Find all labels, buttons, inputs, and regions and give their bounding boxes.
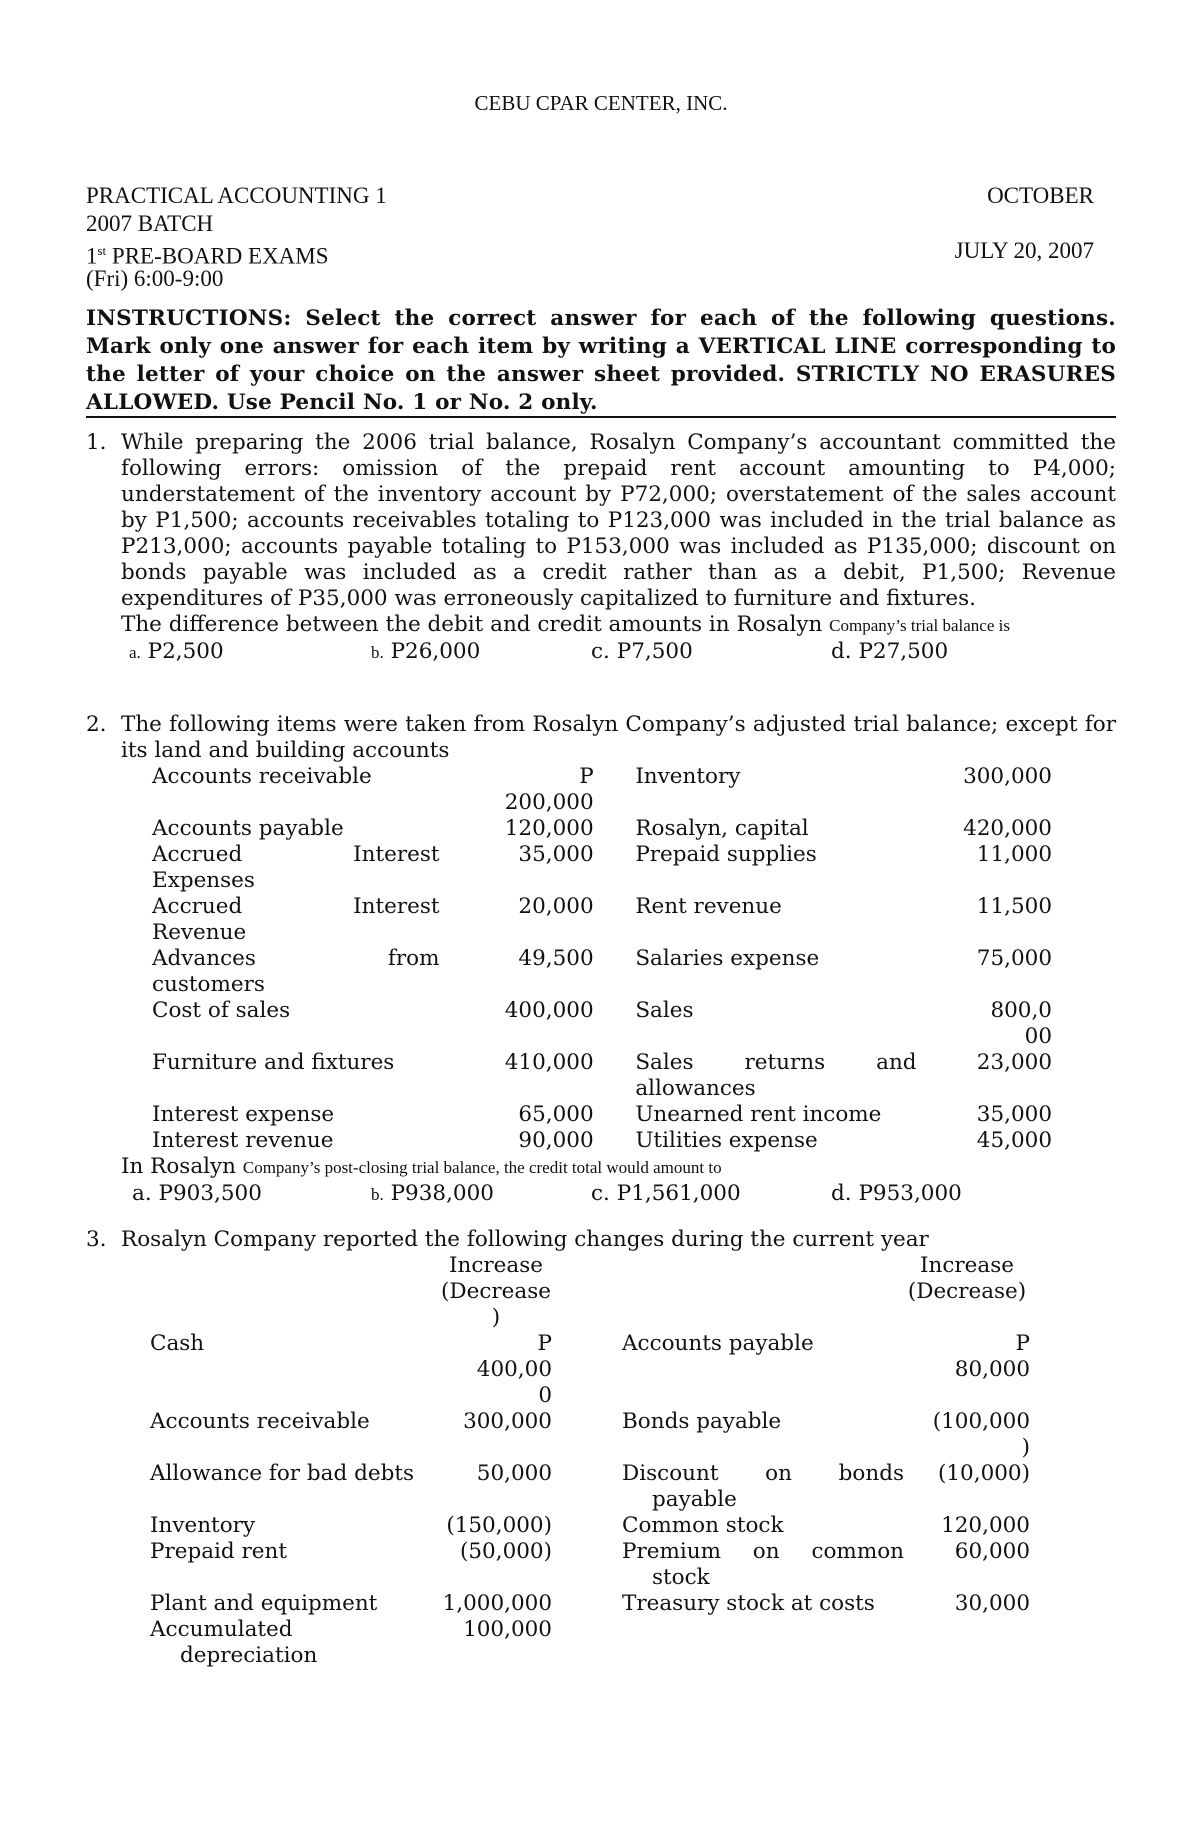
choice-c: c. P1,561,000 <box>591 1181 741 1206</box>
table-row <box>150 1539 1030 1591</box>
spacer <box>594 842 636 894</box>
left-account-label: Accrued Interest Expenses <box>152 842 440 893</box>
left-amount: 49,500 <box>518 946 594 971</box>
left-amount: 35,000 <box>518 842 594 867</box>
increase-decrease-header-right: Increase (Decrease) <box>907 1253 1027 1304</box>
right-account-label: Utilities expense <box>635 1128 818 1153</box>
spacer <box>594 998 636 1050</box>
question-text: Rosalyn Company reported the following changes during the current year <box>121 1227 929 1252</box>
choice-c: c. P7,500 <box>591 639 693 664</box>
spacer <box>552 1513 622 1539</box>
right-account-label: Discount on bonds payable <box>622 1461 904 1512</box>
header-line-4 <box>86 266 1116 292</box>
right-account-label: Accounts payable <box>622 1331 814 1356</box>
exam-ordinal-suffix: st <box>97 243 107 258</box>
changes-table <box>150 1253 1030 1669</box>
prompt-part-a: In Rosalyn <box>121 1154 237 1179</box>
left-account-label: Advances from customers <box>152 946 440 997</box>
choice-a: a. P2,500 <box>129 639 224 664</box>
choice-d: d. P953,000 <box>831 1181 962 1206</box>
left-account-label: Cash <box>150 1331 205 1356</box>
prompt-part-b: Company’s trial balance is <box>829 616 1010 635</box>
instructions: INSTRUCTIONS: Select the correct answer for each of the following questions. Mark only one answer for each item by writing a VERTICAL LINE corresponding to the letter of your choice on the answer sheet provided. STRICTLY NO ERASURES ALLOWED. Use Pencil No. 1 or No. 2 only. <box>86 306 1116 415</box>
right-amount: 11,000 <box>976 842 1052 867</box>
left-amount: (50,000) <box>459 1539 552 1564</box>
right-amount: 11,500 <box>976 894 1052 919</box>
right-amount: 300,000 <box>963 764 1052 789</box>
table-row <box>150 1331 1030 1409</box>
right-account-label: Rosalyn, capital <box>635 816 809 841</box>
spacer <box>552 1409 622 1461</box>
spacer <box>552 1461 622 1513</box>
answer-choices <box>86 639 1116 665</box>
left-account-label: Accounts receivable <box>150 1409 370 1434</box>
batch-label: 2007 BATCH <box>86 211 214 236</box>
left-amount: 1,000,000 <box>442 1591 552 1616</box>
spacer <box>594 1128 636 1154</box>
question-number: 2. <box>86 712 107 737</box>
right-account-label: Inventory <box>635 764 741 789</box>
question-prompt <box>121 1154 1116 1181</box>
left-account-label: Accumulated depreciation <box>150 1617 318 1668</box>
left-amount: 90,000 <box>518 1128 594 1153</box>
question-1 <box>86 430 1116 665</box>
spacer <box>552 1591 622 1617</box>
spacer <box>594 1102 636 1128</box>
right-account-label: Sales <box>635 998 694 1023</box>
question-text: The following items were taken from Rosalyn Company’s adjusted trial balance; except for its land and building accounts <box>121 712 1116 763</box>
left-account-label: Inventory <box>150 1513 256 1538</box>
right-amount: 60,000 <box>954 1539 1030 1564</box>
left-account-label: Prepaid rent <box>150 1539 288 1564</box>
right-account-label: Rent revenue <box>635 894 782 919</box>
right-amount: (100,000 ) <box>932 1409 1030 1460</box>
table-row <box>152 1128 1052 1154</box>
left-account-label: Accrued Interest Revenue <box>152 894 440 945</box>
table-row <box>150 1513 1030 1539</box>
spacer <box>594 894 636 946</box>
table-row <box>152 1050 1052 1102</box>
right-amount: 75,000 <box>976 946 1052 971</box>
question-text: While preparing the 2006 trial balance, Rosalyn Company’s accountant committed the following errors: omission of the prepaid rent account amounting to P4,000; understatement of the inventory account by P72,000; overstatement of the sales account by P1,500; accounts receivables totaling to P123,000 was included in the trial balance as P213,000; accounts payable totaling to P153,000 was included as P135,000; discount on bonds payable was included as a credit rather than as a debit, P1,500; Revenue expenditures of P35,000 was erroneously capitalized to furniture and fixtures. <box>121 430 1116 611</box>
organization-title: CEBU CPAR CENTER, INC. <box>474 91 728 115</box>
left-account-label: Furniture and fixtures <box>152 1050 395 1075</box>
left-amount: 120,000 <box>504 816 594 841</box>
right-amount: 800,0 00 <box>990 998 1052 1049</box>
choice-d: d. P27,500 <box>831 639 949 664</box>
left-amount: 400,000 <box>504 998 594 1023</box>
right-account-label: Prepaid supplies <box>635 842 817 867</box>
exam-name: PRE-BOARD EXAMS <box>111 243 329 269</box>
right-account-label: Premium on common stock <box>622 1539 904 1590</box>
right-amount: 420,000 <box>963 816 1052 841</box>
question-2 <box>86 712 1116 1207</box>
spacer <box>594 1050 636 1102</box>
column-headers <box>150 1253 1030 1331</box>
left-amount: 20,000 <box>518 894 594 919</box>
right-amount: (10,000) <box>937 1461 1030 1486</box>
left-amount: 65,000 <box>518 1102 594 1127</box>
table-row <box>152 1102 1052 1128</box>
spacer <box>552 1617 622 1669</box>
spacer <box>594 816 636 842</box>
header-line-2 <box>86 211 1116 237</box>
exam-ordinal: 1 <box>86 243 98 269</box>
spacer <box>594 946 636 998</box>
header-line-3 <box>86 238 1116 270</box>
right-account-label: Bonds payable <box>622 1409 782 1434</box>
table-row <box>150 1591 1030 1617</box>
table-row <box>150 1461 1030 1513</box>
course-title: PRACTICAL ACCOUNTING 1 <box>86 183 387 208</box>
choice-b: b. P938,000 <box>371 1181 494 1206</box>
left-amount: 410,000 <box>504 1050 594 1075</box>
spacer <box>552 1331 622 1409</box>
prompt-part-b: Company’s post-closing trial balance, the credit total would amount to <box>242 1158 722 1177</box>
choice-b: b. P26,000 <box>371 639 481 664</box>
left-account-label: Accounts payable <box>152 816 344 841</box>
right-account-label: Unearned rent income <box>635 1102 882 1127</box>
question-3 <box>86 1227 1116 1669</box>
right-account-label: Common stock <box>622 1513 784 1538</box>
right-amount: 35,000 <box>976 1102 1052 1127</box>
left-account-label: Interest revenue <box>152 1128 334 1153</box>
choice-a: a. P903,500 <box>132 1181 262 1206</box>
right-account-label: Treasury stock at costs <box>622 1591 875 1616</box>
spacer <box>552 1539 622 1591</box>
exam-month: OCTOBER <box>987 183 1094 208</box>
left-account-label: Plant and equipment <box>150 1591 378 1616</box>
question-number: 1. <box>86 430 107 455</box>
spacer <box>594 764 636 816</box>
answer-choices <box>86 1181 1116 1207</box>
table-row <box>152 816 1052 842</box>
table-row <box>152 946 1052 998</box>
table-row <box>152 764 1052 816</box>
right-account-label: Salaries expense <box>635 946 820 971</box>
right-amount <box>904 1617 1030 1669</box>
left-account-label: Allowance for bad debts <box>150 1461 415 1486</box>
question-number: 3. <box>86 1227 107 1252</box>
table-row <box>152 998 1052 1050</box>
table-row <box>152 842 1052 894</box>
left-amount: P 400,00 0 <box>476 1331 552 1408</box>
divider-rule <box>86 416 1116 418</box>
right-amount: 30,000 <box>954 1591 1030 1616</box>
left-amount: 100,000 <box>463 1617 552 1642</box>
right-amount: P 80,000 <box>954 1331 1030 1382</box>
right-amount: 45,000 <box>976 1128 1052 1153</box>
table-row <box>152 894 1052 946</box>
left-amount: 300,000 <box>463 1409 552 1434</box>
right-account-label: Sales returns and allowances <box>635 1050 917 1101</box>
question-prompt <box>121 612 1116 639</box>
header-line-1 <box>86 183 1116 209</box>
table-row <box>150 1617 1030 1669</box>
prompt-part-a: The difference between the debit and credit amounts in Rosalyn <box>121 612 823 637</box>
increase-decrease-header-left: Increase (Decrease ) <box>441 1253 551 1330</box>
right-account-label <box>622 1617 904 1669</box>
table-row <box>150 1409 1030 1461</box>
left-amount: (150,000) <box>446 1513 552 1538</box>
trial-balance-table <box>152 764 1052 1154</box>
left-amount: 50,000 <box>476 1461 552 1486</box>
right-amount: 120,000 <box>941 1513 1030 1538</box>
left-amount: P 200,000 <box>504 764 594 815</box>
left-account-label: Interest expense <box>152 1102 335 1127</box>
right-amount: 23,000 <box>976 1050 1052 1075</box>
left-account-label: Cost of sales <box>152 998 291 1023</box>
exam-date: JULY 20, 2007 <box>954 238 1094 263</box>
exam-time: (Fri) 6:00-9:00 <box>86 266 224 291</box>
left-account-label: Accounts receivable <box>152 764 372 789</box>
